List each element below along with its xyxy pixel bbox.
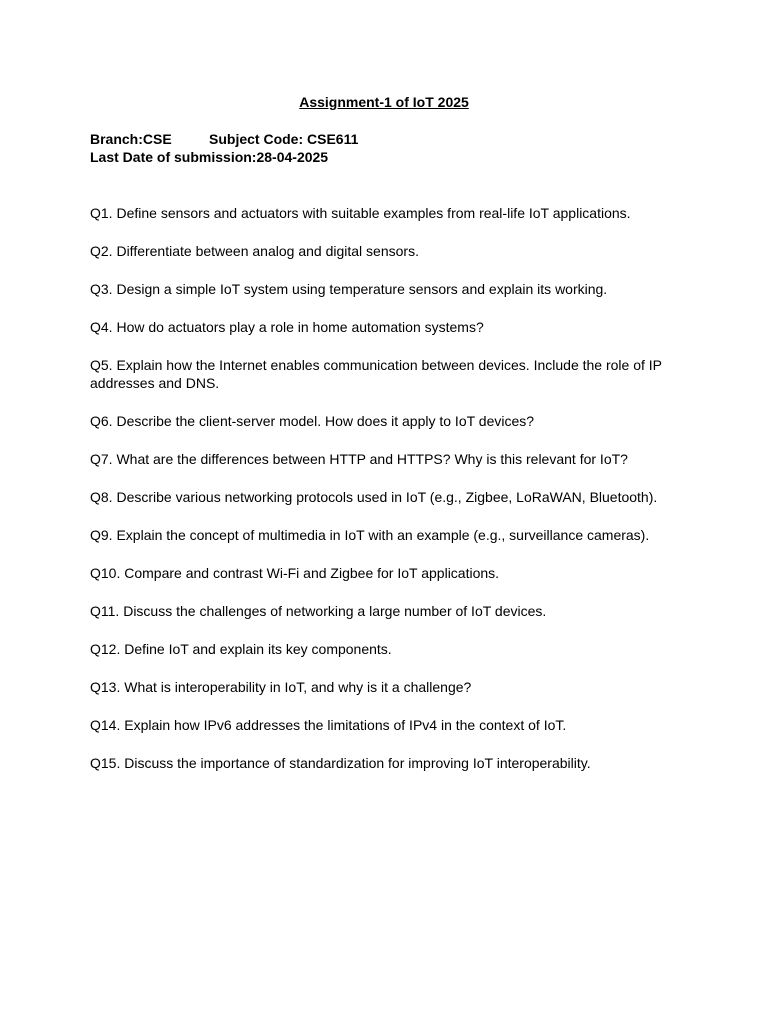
assignment-title: Assignment-1 of IoT 2025 — [299, 94, 469, 110]
question-item: Q2. Differentiate between analog and digital sensors. — [90, 243, 419, 259]
question-item: Q13. What is interoperability in IoT, and why is it a challenge? — [90, 679, 472, 695]
questions-list — [90, 204, 678, 772]
question-item: Q5. Explain how the Internet enables communication between devices. Include the role of IP addresses and DNS. — [90, 357, 662, 391]
subject-code-label: Subject Code: CSE611 — [209, 131, 359, 147]
question-item: Q11. Discuss the challenges of networking a large number of IoT devices. — [90, 603, 547, 619]
branch-subject-line — [90, 130, 358, 148]
assignment-header — [90, 130, 358, 166]
question-item: Q6. Describe the client-server model. How does it apply to IoT devices? — [90, 413, 535, 429]
question-item: Q9. Explain the concept of multimedia in IoT with an example (e.g., surveillance cameras). — [90, 527, 650, 543]
question-item: Q8. Describe various networking protocols used in IoT (e.g., Zigbee, LoRaWAN, Bluetooth). — [90, 489, 658, 505]
question-item: Q3. Design a simple IoT system using temperature sensors and explain its working. — [90, 281, 608, 297]
question-item: Q15. Discuss the importance of standardization for improving IoT interoperability. — [90, 755, 591, 771]
question-item: Q12. Define IoT and explain its key components. — [90, 641, 392, 657]
branch-label: Branch:CSE — [90, 131, 172, 147]
question-item: Q10. Compare and contrast Wi-Fi and Zigbee for IoT applications. — [90, 565, 500, 581]
question-item: Q14. Explain how IPv6 addresses the limitations of IPv4 in the context of IoT. — [90, 717, 567, 733]
question-item: Q4. How do actuators play a role in home automation systems? — [90, 319, 484, 335]
question-item: Q7. What are the differences between HTTP and HTTPS? Why is this relevant for IoT? — [90, 451, 628, 467]
last-date-label: Last Date of submission:28-04-2025 — [90, 149, 329, 165]
question-item: Q1. Define sensors and actuators with suitable examples from real-life IoT applications. — [90, 205, 631, 221]
